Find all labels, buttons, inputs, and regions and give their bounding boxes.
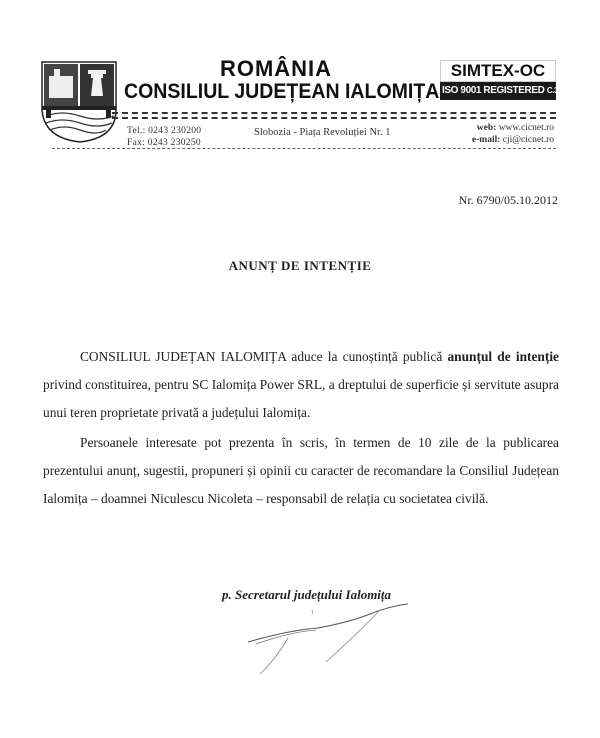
handwritten-signature	[230, 600, 430, 680]
paragraph1-text-a: CONSILIUL JUDEȚAN IALOMIȚA aduce la cunoștință publică	[80, 349, 448, 364]
letterhead-institution: CONSILIUL JUDEȚEAN IALOMIȚA	[124, 80, 440, 103]
iso-label: ISO 9001 REGISTERED	[442, 85, 545, 96]
paragraph2-text: Persoanele interesate pot prezenta în scris, în termen de 10 zile de la publicarea prezentului anunț, sugestii, propuneri și opinii cu caracter de recomandare la Consiliul Județean Ialomița – doamnei Niculescu Nicoleta – responsabil de relația cu societatea civilă.	[43, 435, 559, 506]
iso-cert: C.3449.1	[546, 86, 577, 95]
fax-number: Fax: 0243 230250	[127, 138, 201, 148]
paragraph1-text-b: privind constituirea, pentru SC Ialomița Power SRL, a dreptului de superficie și servitute asupra unui teren proprietate privată a județului Ialomița.	[43, 377, 559, 420]
document-number: Nr. 6790/05.10.2012	[458, 193, 558, 207]
office-address: Slobozia - Piața Revoluției Nr. 1	[254, 127, 391, 138]
paragraph-announcement	[43, 343, 559, 427]
contact-online	[472, 122, 554, 146]
phone-number: Tel.: 0243 230200	[127, 126, 202, 136]
paragraph1-bold: anunțul de intenție	[447, 349, 559, 364]
signer-title: p. Secretarul județului Ialomița	[222, 587, 392, 602]
iso-badge	[440, 82, 577, 100]
document-title: ANUNȚ DE INTENȚIE	[228, 258, 372, 273]
web-label: web:	[476, 123, 497, 133]
coat-of-arms-icon	[40, 60, 120, 144]
header-divider-bottom	[112, 117, 556, 119]
email-link[interactable]: cji@cicnet.ro	[502, 135, 554, 145]
web-link[interactable]: www.cicnet.ro	[498, 123, 554, 133]
letterhead-country: ROMÂNIA	[219, 56, 333, 81]
contact-phones	[127, 125, 201, 149]
certifier-badge: SIMTEX-OC	[440, 60, 556, 82]
header-divider-top	[112, 112, 556, 114]
paragraph-submissions	[43, 429, 559, 513]
email-label: e-mail:	[471, 135, 501, 145]
